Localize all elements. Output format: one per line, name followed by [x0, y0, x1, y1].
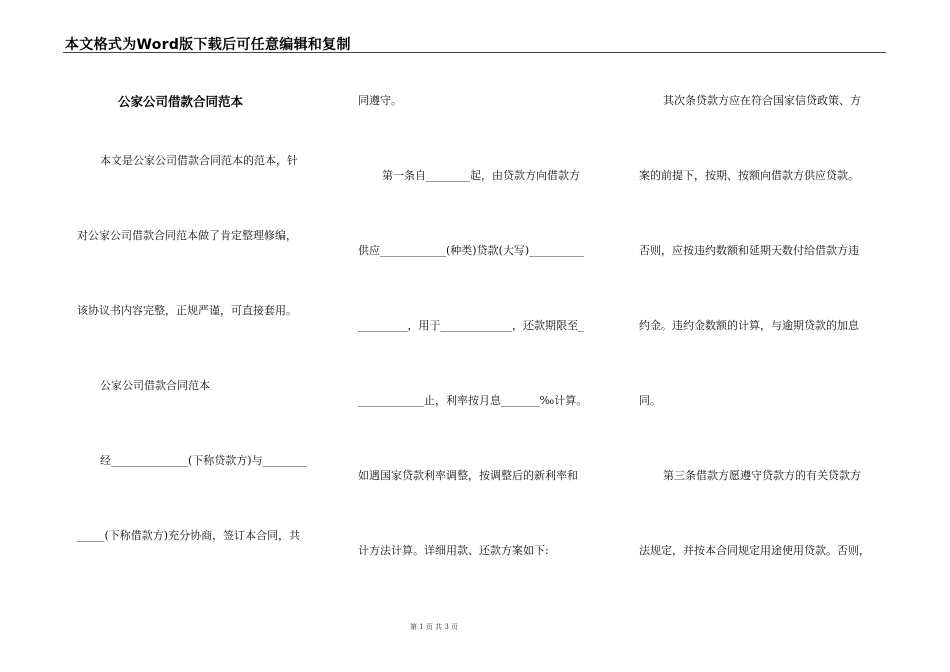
- column3-line-1: 其次条贷款方应在符合国家信贷政策、方: [663, 94, 861, 107]
- column1-line-6: _____(下称借款方)充分协商，签订本合同，共: [77, 529, 301, 542]
- column1-line-3: 该协议书内容完整，正规严谨，可直接套用。: [77, 304, 297, 317]
- column3-line-3: 否则，应按违约数额和延期天数付给借款方违: [639, 244, 859, 257]
- document-header: 本文格式为Word版下载后可任意编辑和复制: [65, 37, 351, 53]
- column2-line-2: 第一条自________起，由贷款方向借款方: [382, 169, 580, 182]
- column2-line-5: ____________止，利率按月息_______‰计算。: [358, 394, 588, 407]
- column2-line-4: _________，用于_____________，还款期限至_: [358, 319, 584, 332]
- page-number: 第 1 页 共 3 页: [410, 623, 459, 631]
- header-divider: [63, 52, 886, 53]
- column3-line-5: 同。: [639, 394, 661, 407]
- column3-line-7: 法规定，并按本合同规定用途使用贷款。否则，: [639, 544, 870, 557]
- column1-line-5: 经______________(下称贷款方)与________: [100, 454, 307, 467]
- column2-line-7: 计方法计算。详细用款、还款方案如下:: [358, 544, 549, 557]
- column3-line-2: 案的前提下，按期、按额向借款方供应贷款。: [639, 169, 859, 182]
- column2-line-3: 供应____________(种类)贷款(大写)__________: [358, 244, 585, 257]
- column3-line-6: 第三条借款方愿遵守贷款方的有关贷款方: [663, 469, 861, 482]
- column1-line-2: 对公家公司借款合同范本做了肯定整理修编，: [77, 229, 297, 242]
- column2-line-1: 同遵守。: [358, 94, 402, 107]
- column1-line-4: 公家公司借款合同范本: [100, 379, 210, 392]
- column2-line-6: 如遇国家贷款利率调整，按调整后的新利率和: [358, 469, 578, 482]
- column1-line-1: 本文是公家公司借款合同范本的范本，针: [100, 154, 298, 167]
- column3-line-4: 约金。违约金数额的计算，与逾期贷款的加息: [639, 319, 859, 332]
- document-title: 公家公司借款合同范本: [118, 94, 244, 109]
